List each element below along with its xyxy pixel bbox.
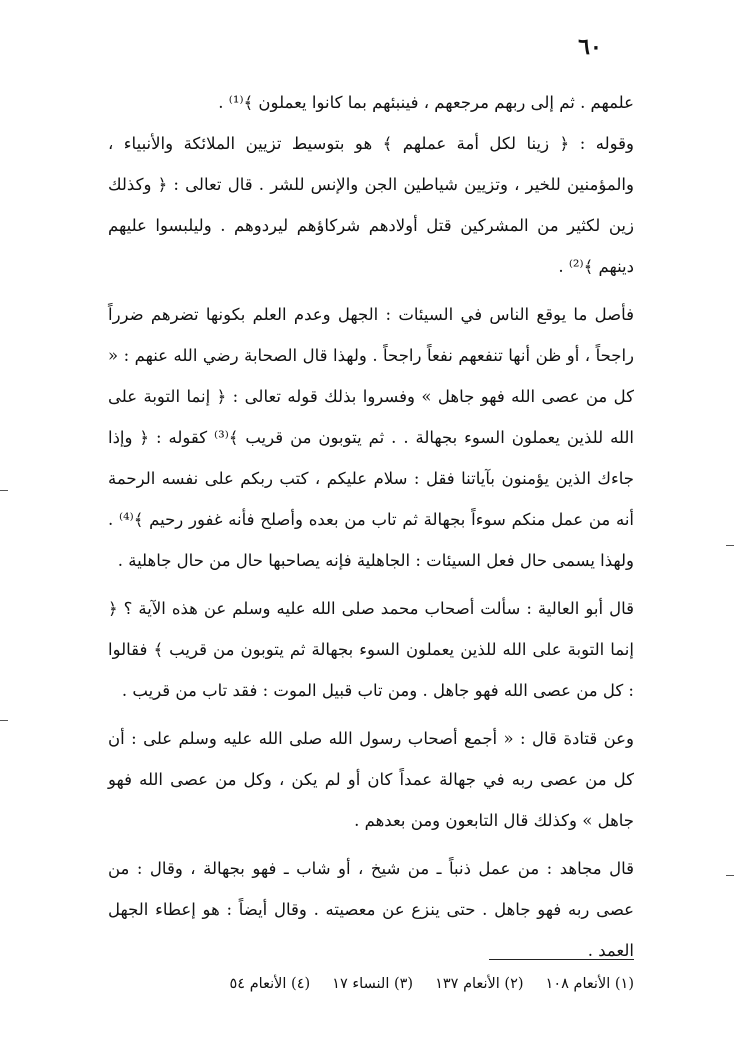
scan-margin-mark: [0, 490, 8, 491]
paragraph-3: فأصل ما يوقع الناس في السيئات : الجهل وعدم العلم بكونها تضرهم ضرراً راجحاً ، أو ظن أنها تنفعهم نفعاً راجحاً . ولهذا قال الصحابة رضي الله عنهم : « كل من عصى الله فهو جاهل » وفسروا بذلك قوله تعالى : ﴿ إنما التوبة على الله للذين يعملون السوء بجهالة . . ثم يتوبون من قريب ﴾⁽³⁾ كقوله : ﴿ وإذا جاءك الذين يؤمنون بآياتنا فقل : سلام عليكم ، كتب ربكم على نفسه الرحمة أنه من عمل منكم سوءاً بجهالة ثم تاب من بعده وأصلح فأنه غفور رحيم ﴾⁽⁴⁾ . ولهذا يسمى حال فعل السيئات : الجاهلية فإنه يصاحبها حال من حال جاهلية .: [108, 305, 634, 570]
scan-margin-mark: [0, 720, 8, 721]
paragraph-5: وعن قتادة قال : « أجمع أصحاب رسول الله صلى الله عليه وسلم على : أن كل من عصى ربه في جهالة عمداً كان أو لم يكن ، وكل من عصى الله فهو جاهل » وكذلك قال التابعون ومن بعدهم .: [108, 729, 634, 830]
footnote-2: (٢) الأنعام ١٣٧: [435, 976, 524, 992]
footnote-4: (٤) الأنعام ٥٤: [229, 976, 311, 992]
footnote-separator: [489, 959, 634, 960]
scan-margin-mark: [726, 545, 734, 546]
scan-margin-mark: [726, 875, 734, 876]
footnote-1: (١) الأنعام ١٠٨: [545, 976, 634, 992]
paragraph-1: علمهم . ثم إلى ربهم مرجعهم ، فينبئهم بما كانوا يعملون ﴾⁽¹⁾ .: [218, 93, 634, 112]
paragraph-4: قال أبو العالية : سألت أصحاب محمد صلى الله عليه وسلم عن هذه الآية ؟ ﴿ إنما التوبة على الله للذين يعملون السوء بجهالة ثم يتوبون من قريب ﴾ فقالوا : كل من عصى الله فهو جاهل . ومن تاب قبيل الموت : فقد تاب من قريب .: [108, 599, 634, 700]
paragraph-6: قال مجاهد : من عمل ذنباً ـ من شيخ ، أو شاب ـ فهو بجهالة ، وقال : من عصى ربه فهو جاهل . حتى ينزع عن معصيته . وقال أيضاً : هو إعطاء الجهل العمد .: [108, 859, 634, 960]
footnotes: [108, 970, 634, 998]
page-number: ٦٠: [578, 34, 602, 60]
paragraph-2: وقوله : ﴿ زينا لكل أمة عملهم ﴾ هو بتوسيط تزيين الملائكة والأنبياء ، والمؤمنين للخير ، وتزيين شياطين الجن والإنس للشر . قال تعالى : ﴿ وكذلك زين لكثير من المشركين قتل أولادهم شركاؤهم ليردوهم . وليلبسوا عليهم دينهم ﴾⁽²⁾ .: [108, 134, 634, 276]
footnote-3: (٣) النساء ١٧: [332, 976, 414, 992]
body-text: [108, 82, 634, 971]
